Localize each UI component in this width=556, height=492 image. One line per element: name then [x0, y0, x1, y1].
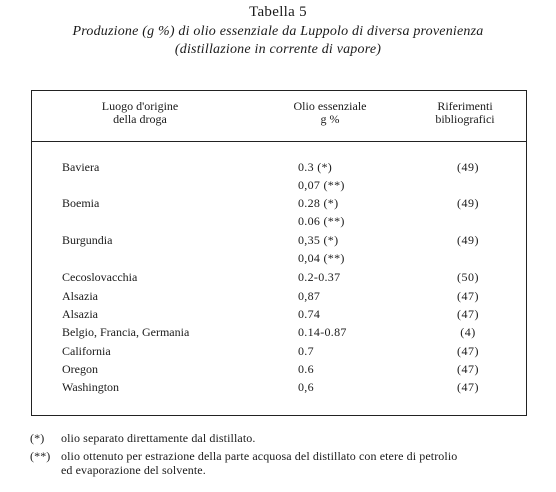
column-header-place-line-2: della droga [113, 112, 167, 126]
cell-place: Baviera [62, 160, 100, 174]
footnote-mark: (*) [30, 431, 45, 445]
cell-ref: (4) [460, 325, 476, 339]
column-header-place [40, 100, 240, 126]
cell-oil: 0.28 (*) [298, 196, 339, 210]
column-header-ref [410, 100, 520, 126]
column-header-place-line-1: Luogo d'origine [101, 99, 179, 113]
cell-place: Oregon [62, 362, 98, 376]
cell-oil: 0.7 [298, 344, 314, 358]
footnote-text: olio separato direttamente dal distillato. [61, 431, 256, 445]
cell-place: Belgio, Francia, Germania [62, 325, 190, 339]
cell-oil: 0.14-0.87 [298, 325, 347, 339]
cell-oil: 0,6 [298, 380, 314, 394]
cell-ref: (49) [457, 196, 479, 210]
cell-oil: 0,04 (**) [298, 251, 345, 265]
cell-ref: (47) [457, 380, 479, 394]
footnote-mark: (**) [30, 449, 51, 463]
cell-ref: (47) [457, 307, 479, 321]
column-header-ref-line-2: bibliografici [435, 112, 495, 126]
cell-oil: 0.74 [298, 307, 321, 321]
cell-place: Alsazia [62, 307, 98, 321]
cell-place: California [62, 344, 111, 358]
cell-place: Cecoslovacchia [62, 270, 138, 284]
cell-oil: 0,87 [298, 289, 321, 303]
cell-ref: (49) [457, 160, 479, 174]
column-header-oil-line-1: Olio essenziale [293, 99, 367, 113]
cell-oil: 0.3 (*) [298, 160, 333, 174]
cell-oil: 0,35 (*) [298, 233, 339, 247]
column-header-oil-line-2: g % [320, 112, 340, 126]
cell-oil: 0.06 (**) [298, 214, 345, 228]
cell-place: Boemia [62, 196, 100, 210]
cell-oil: 0.6 [298, 362, 314, 376]
cell-ref: (47) [457, 289, 479, 303]
footnote-double-asterisk-continuation: ed evaporazione del solvente. [61, 463, 206, 477]
column-header-ref-line-1: Riferimenti [437, 99, 493, 113]
footnote-text: olio ottenuto per estrazione della parte acquosa del distillato con etere di petrolio [61, 449, 458, 463]
header-divider [31, 141, 527, 142]
cell-oil: 0.2-0.37 [298, 270, 341, 284]
cell-place: Washington [62, 380, 120, 394]
cell-place: Burgundia [62, 233, 113, 247]
table-caption-line-1: Produzione (g %) di olio essenziale da Luppolo di diversa provenienza [72, 24, 484, 39]
cell-ref: (47) [457, 344, 479, 358]
cell-ref: (47) [457, 362, 479, 376]
table-caption-line-2: (distillazione in corrente di vapore) [174, 42, 382, 57]
cell-oil: 0,07 (**) [298, 178, 345, 192]
cell-ref: (50) [457, 270, 479, 284]
table-title: Tabella 5 [249, 4, 307, 20]
cell-place: Alsazia [62, 289, 98, 303]
column-header-oil [270, 100, 390, 126]
cell-ref: (49) [457, 233, 479, 247]
